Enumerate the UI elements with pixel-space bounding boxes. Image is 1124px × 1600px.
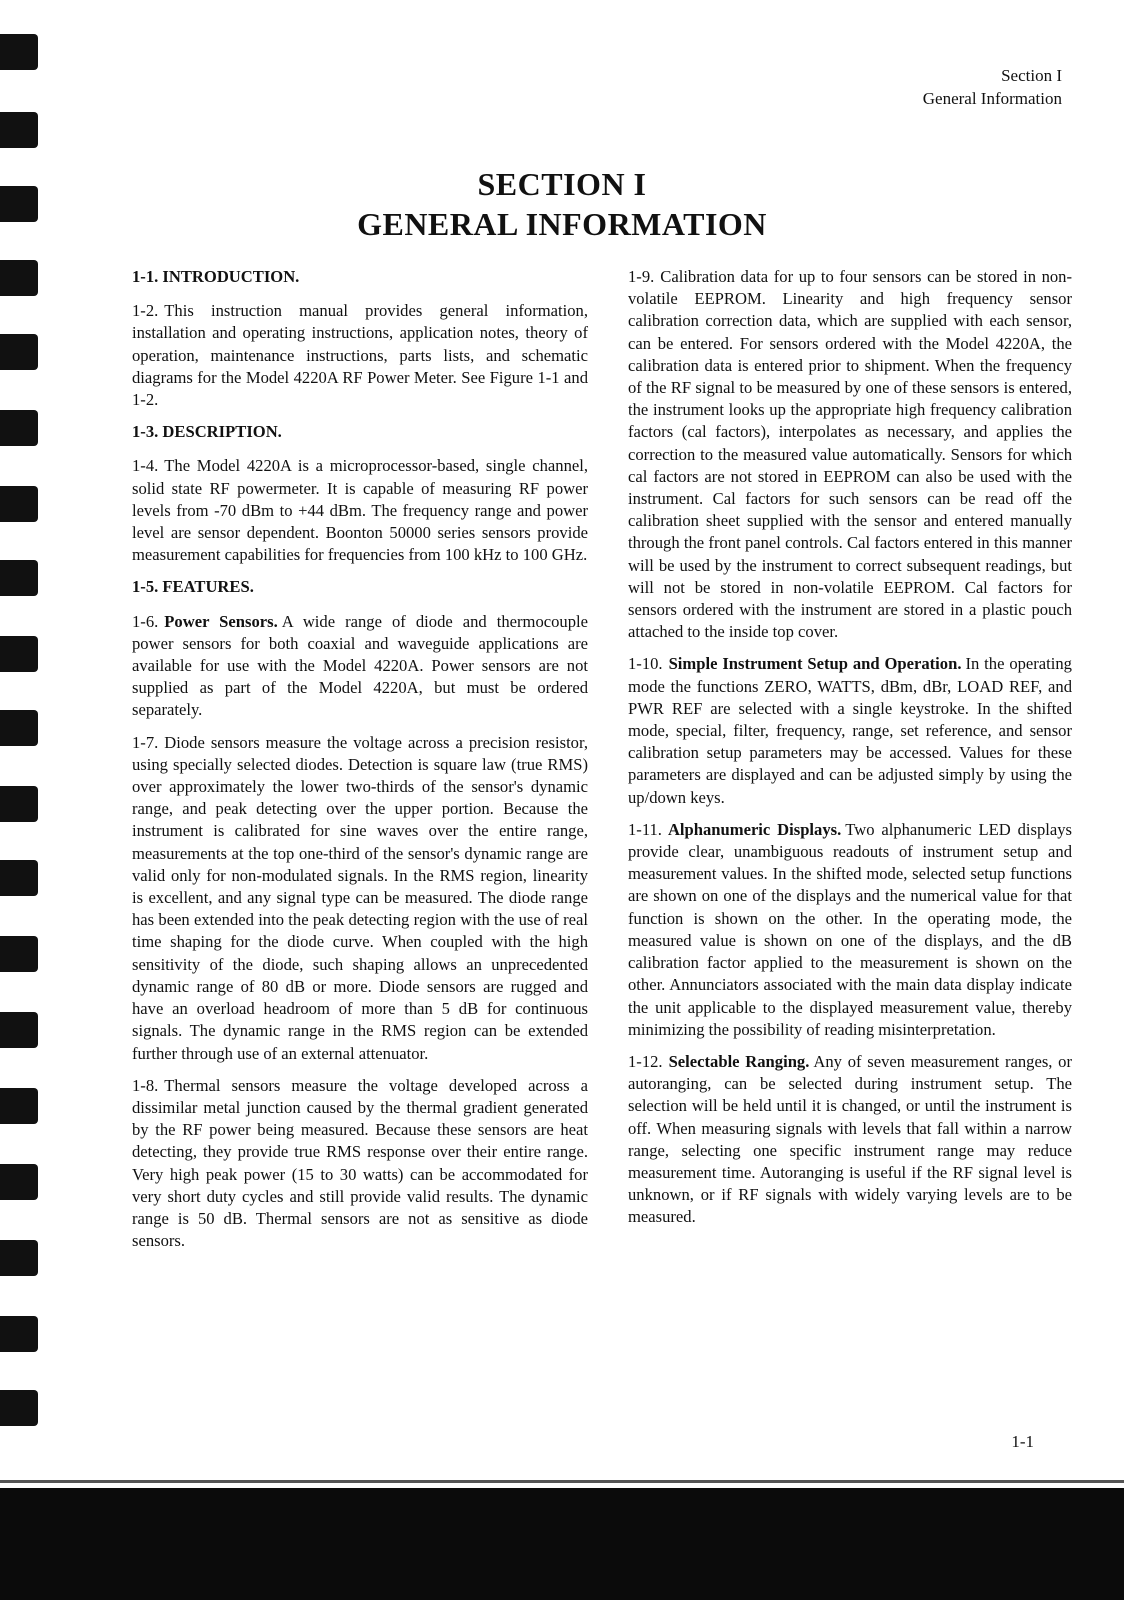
running-head-title: General Information	[922, 89, 1062, 108]
paragraph-number: 1-2.	[132, 301, 159, 321]
binding-hole	[0, 1088, 38, 1124]
binding-hole	[0, 34, 38, 70]
paragraph-text: Thermal sensors measure the voltage developed across a dissimilar metal junction caused by the thermal gradient generated by the RF power being measured. Because these sensors are heat detecting, they provide true RMS response over their entire range. Very high peak power (15 to 30 watts) can be accommodated for very short duty cycles and still provide valid results. The dynamic range is 50 dB. Thermal sensors are not as sensitive as diode sensors.	[132, 1075, 588, 1251]
page-number: 1-1	[1011, 1432, 1034, 1451]
paragraph-text: Diode sensors measure the voltage across a precision resistor, using specially selected diodes. Detection is square law (true RMS) over approximately the lower two-thirds of the sensor's dynamic range, and peak detecting over the upper portion. Because the instrument is calibrated for sine waves over the entire range, measurements at the top one-third of the sensor's dynamic range are valid only for non-modulated signals. In the RMS region, linearity is excellent, and any signal type can be measured. The diode range has been extended into the peak detecting region with the use of real time shaping for the diode curve. When coupled with the high sensitivity of the diode, such shaping allows an unprecedented dynamic range of 80 dB or more. Diode sensors are rugged and have an overload headroom of more than 5 dB for continuous signals. The dynamic range in the RMS region can be extended further through use of an external attenuator.	[132, 732, 588, 1063]
binding-hole	[0, 260, 38, 296]
paragraph-number: 1-8.	[132, 1075, 159, 1095]
running-head	[923, 64, 1062, 110]
paragraph-title: Simple Instrument Setup and Operation.	[668, 654, 962, 674]
right-column	[628, 266, 1072, 1239]
running-head-section: Section I	[1001, 66, 1062, 85]
bottom-rule	[0, 1480, 1124, 1483]
paragraph	[132, 300, 588, 411]
paragraph-text: A wide range of diode and thermocouple power sensors for both coaxial and waveguide applications are available for use with the Model 4220A. Power sensors are not supplied as part of the Model 4220A, but must be ordered separately.	[132, 611, 588, 720]
paragraph	[132, 611, 588, 722]
paragraph	[132, 732, 588, 1065]
section-name: GENERAL INFORMATION	[357, 206, 767, 242]
paragraph-text: The Model 4220A is a microprocessor-based, single channel, solid state RF powermeter. It is capable of measuring RF power levels from -70 dBm to +44 dBm. The frequency range and power level are sensor dependent. Boonton 50000 series sensors provide measurement capabilities for frequencies from 100 kHz to 100 GHz.	[132, 456, 588, 565]
binding-hole	[0, 1164, 38, 1200]
paragraph-text: This instruction manual provides general information, installation and operating instructions, application notes, theory of operation, maintenance instructions, parts lists, and schematic diagrams for the Model 4220A RF Power Meter. See Figure 1-1 and 1-2.	[132, 301, 588, 410]
binding-hole	[0, 1390, 38, 1426]
binding-hole	[0, 1012, 38, 1048]
binding-hole	[0, 1316, 38, 1352]
page-title	[0, 164, 1124, 244]
paragraph-number: 1-4.	[132, 456, 159, 476]
left-column	[132, 266, 588, 1262]
binding-hole	[0, 486, 38, 522]
paragraph-number: 1-7.	[132, 732, 159, 752]
paragraph	[628, 819, 1072, 1041]
paragraph-text: Calibration data for up to four sensors can be stored in non-volatile EEPROM. Linearity and high frequency sensor calibration correction data, which are supplied with each sensor, can be entered. For sensors ordered with the Model 4220A, the calibration data is entered prior to shipment. When the frequency of the RF signal to be measured by one of these sensors is entered, the instrument looks up the appropriate high frequency calibration factors (cal factors), interpolates as necessary, and applies the correction to the measured value automatically. Sensors for which cal factors are not stored in EEPROM can also be used with the instrument. Cal factors for such sensors can be read off the calibration sheet supplied with the sensor and entered manually through the front panel controls. Cal factors entered in this manner will be used by the instrument to correct subsequent readings, but will not be stored in non-volatile EEPROM. Cal factors for sensors ordered with the instrument are stored in a plastic pouch attached to the inside top cover.	[628, 267, 1072, 642]
binding-hole	[0, 334, 38, 370]
paragraph-text: Two alphanumeric LED displays provide clear, unambiguous readouts of instrument setup and measurement values. In the shifted mode, selected setup functions are shown on one of the displays and the numerical value for that function is shown on the other. In the operating mode, the measured value is shown on one of the displays, and the dB calibration factor applied to the measurement is shown on the other. Annunciators associated with the main data display indicate the unit applicable to the displayed measurement value, thereby minimizing the possibility of reading misinterpretation.	[628, 819, 1072, 1039]
section-heading: 1-3. DESCRIPTION.	[132, 422, 282, 442]
paragraph-text: In the operating mode the functions ZERO, WATTS, dBm, dBr, LOAD REF, and PWR REF are selected with a single keystroke. In the shifted mode, special, filter, frequency, range, set reference, and sensor calibration setup parameters may be accessed. Values for these parameters are displayed and can be adjusted simply by using the up/down keys.	[628, 654, 1072, 807]
section-number: SECTION I	[477, 166, 647, 202]
binding-hole	[0, 936, 38, 972]
binding-hole	[0, 1240, 38, 1276]
binding-hole	[0, 860, 38, 896]
paragraph	[628, 266, 1072, 643]
binding-hole	[0, 112, 38, 148]
section-heading: 1-1. INTRODUCTION.	[132, 267, 300, 286]
paragraph-text: Any of seven measurement ranges, or autoranging, can be selected during instrument setup. The selection will be held until it is changed, or until the instrument is off. When measuring signals with levels that fall within a narrow range, selecting one specific instrument range may reduce measurement time. Autoranging is useful if the RF signal level is unknown, or if RF signals with widely varying levels are to be measured.	[628, 1051, 1072, 1227]
paragraph-number: 1-10.	[628, 654, 663, 674]
binding-hole	[0, 786, 38, 822]
paragraph-number: 1-9.	[628, 267, 655, 286]
paragraph	[132, 455, 588, 566]
paragraph-number: 1-11.	[628, 819, 662, 839]
paragraph-number: 1-12.	[628, 1051, 663, 1071]
paragraph	[628, 653, 1072, 808]
scan-bottom-edge	[0, 1488, 1124, 1600]
paragraph-title: Alphanumeric Displays.	[667, 819, 842, 839]
binding-hole	[0, 636, 38, 672]
binding-hole	[0, 560, 38, 596]
binding-hole	[0, 410, 38, 446]
paragraph	[628, 1051, 1072, 1229]
paragraph-number: 1-6.	[132, 611, 159, 631]
binding-hole	[0, 710, 38, 746]
paragraph-title: Selectable Ranging.	[668, 1051, 810, 1071]
section-heading: 1-5. FEATURES.	[132, 577, 254, 597]
paragraph	[132, 1075, 588, 1253]
paragraph-title: Power Sensors.	[164, 611, 278, 631]
